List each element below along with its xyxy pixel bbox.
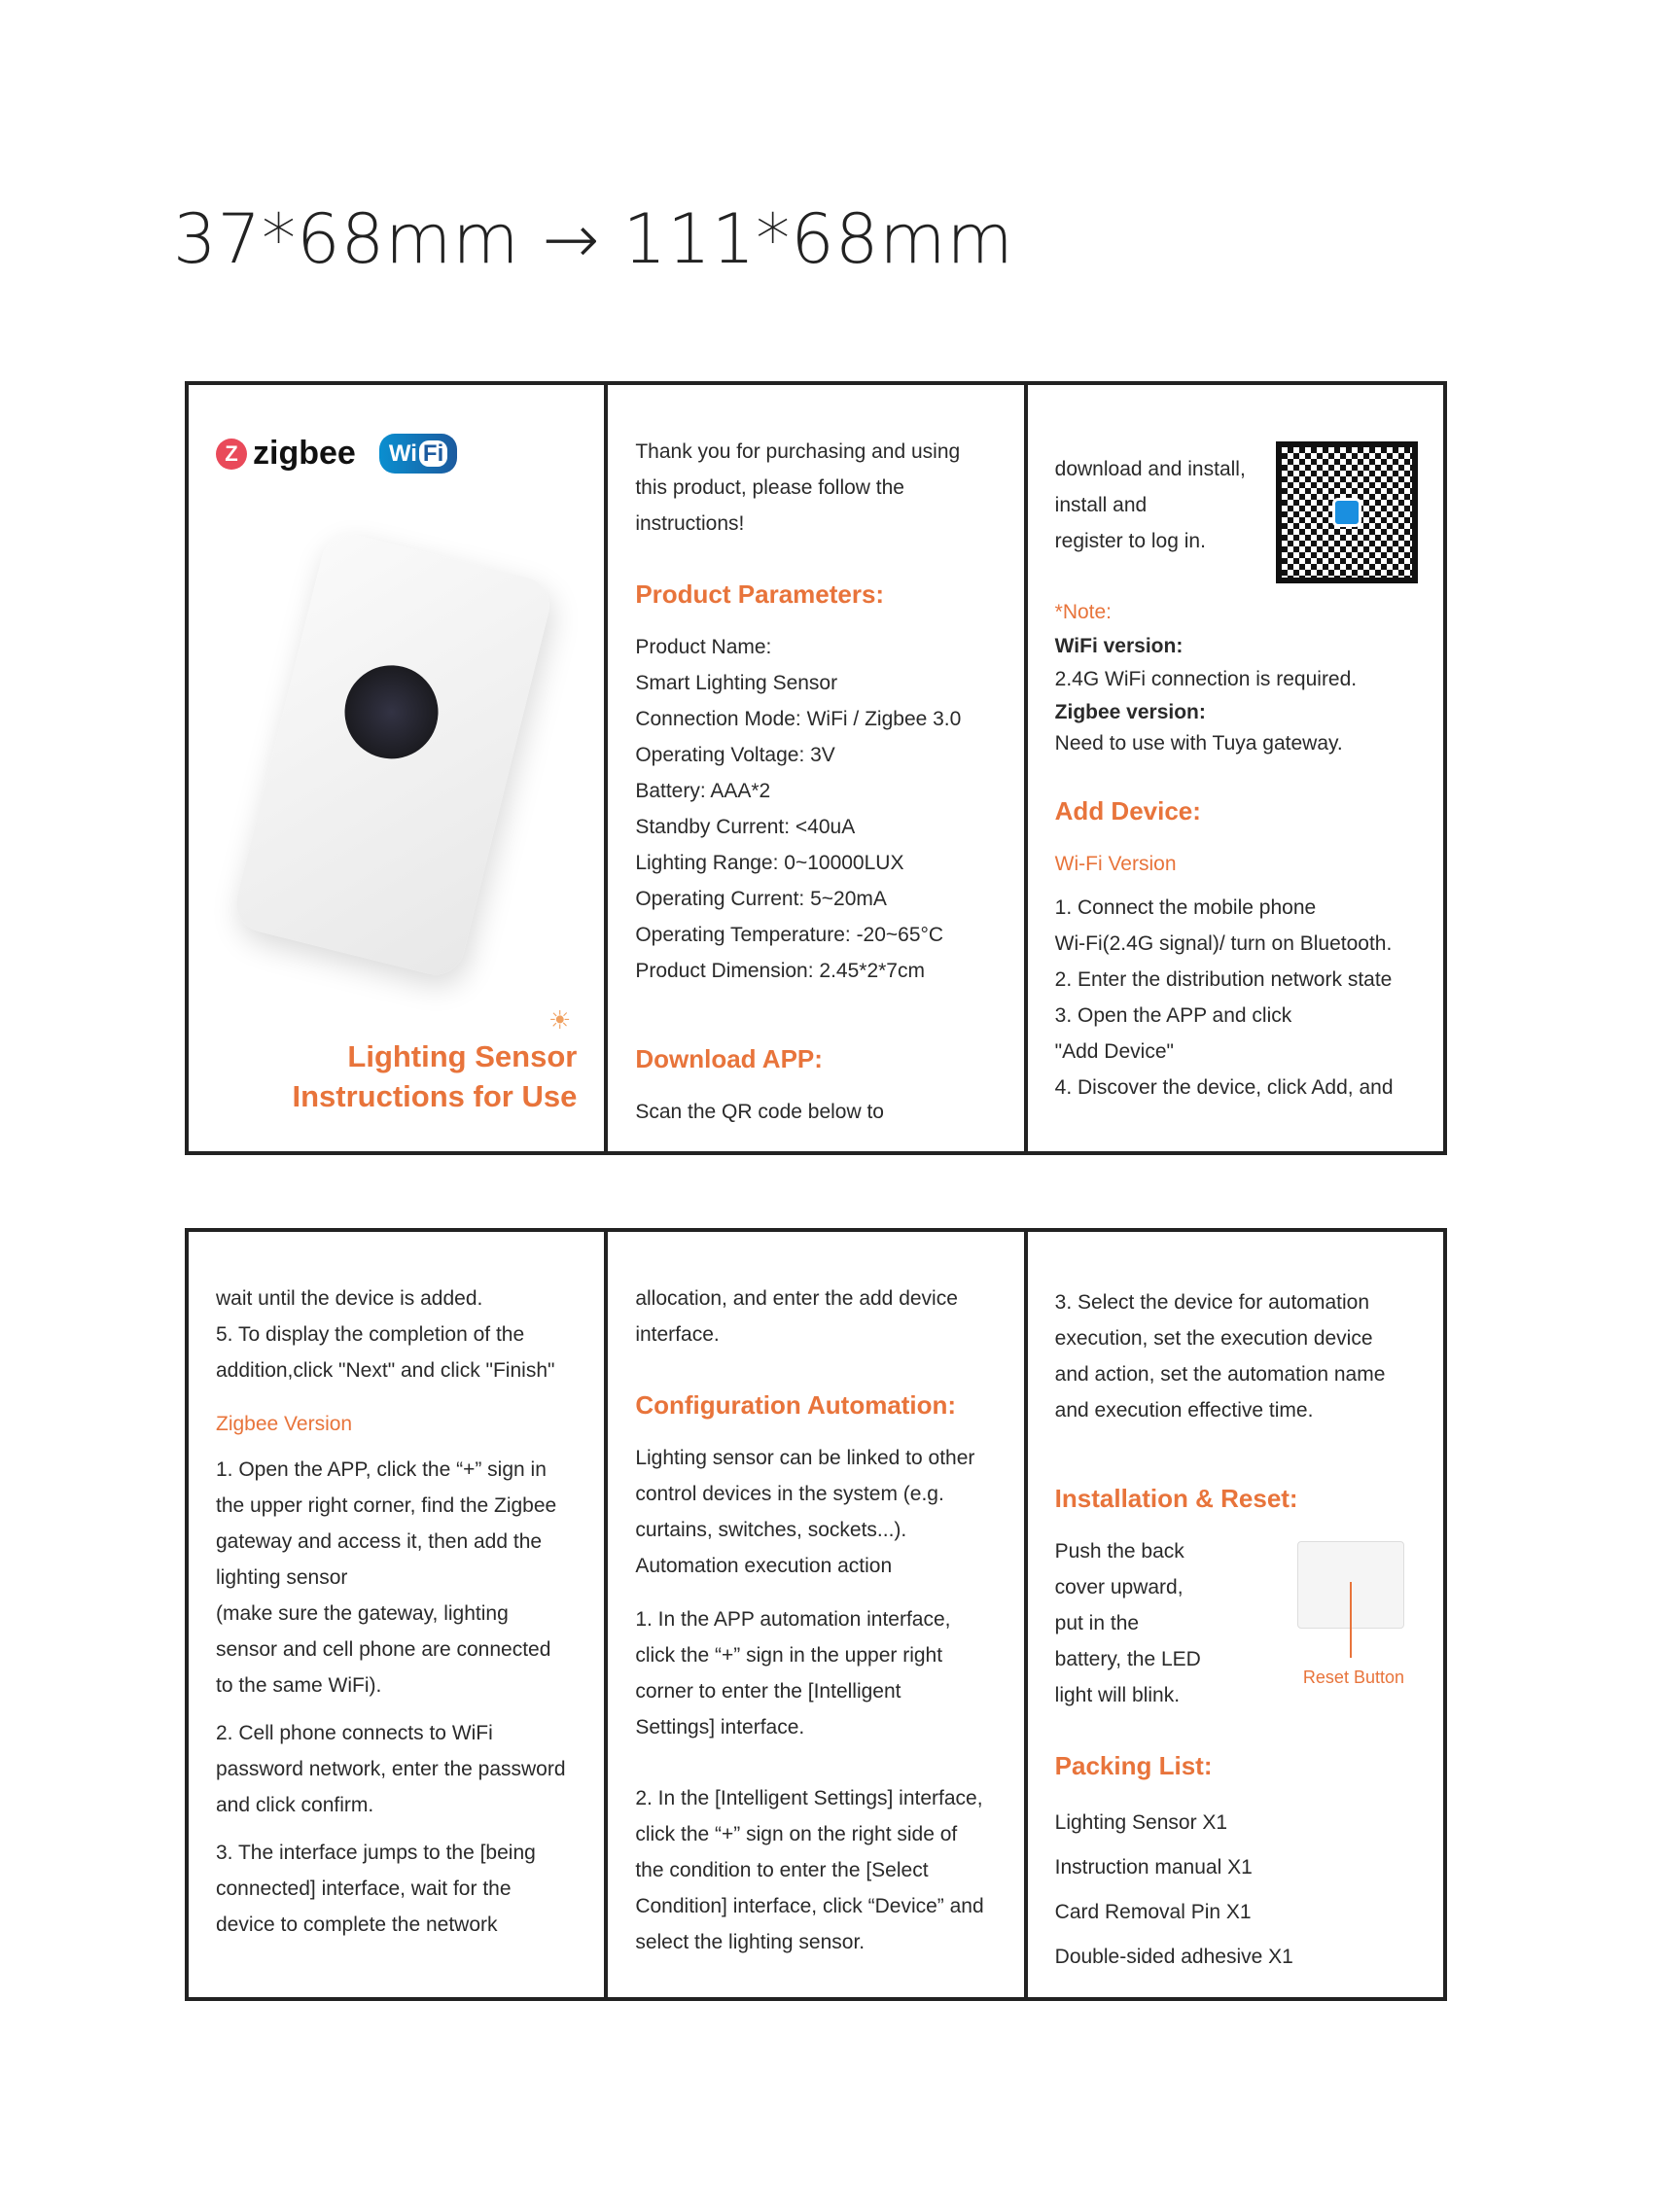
text-line: Lighting sensor can be linked to other xyxy=(635,1447,975,1469)
cover-title-1: Lighting Sensor xyxy=(347,1039,578,1073)
text-block xyxy=(1055,890,1416,1106)
text-block xyxy=(216,1281,577,1388)
product-image xyxy=(230,528,555,981)
text-line: install and xyxy=(1054,494,1148,516)
text-block xyxy=(216,1715,577,1823)
text-line: put in the xyxy=(1054,1612,1140,1634)
text-line: gateway and access it, then add the xyxy=(216,1530,543,1553)
add-device-panel xyxy=(1024,385,1443,1151)
zigbee-text: zigbee xyxy=(253,435,356,472)
text-line: 3. Select the device for automation xyxy=(1054,1291,1370,1314)
text-line: Smart Lighting Sensor xyxy=(635,672,838,694)
wifi-note: 2.4G WiFi connection is required. xyxy=(1054,668,1358,690)
text-line: lighting sensor xyxy=(216,1566,348,1589)
text-line: Double-sided adhesive X1 xyxy=(1054,1946,1293,1968)
text-line: register to log in. xyxy=(1054,530,1206,552)
zigbee-version-label: Zigbee version: xyxy=(1054,701,1206,723)
text-line: 2. Cell phone connects to WiFi xyxy=(216,1722,493,1744)
wifi-version-heading: Wi-Fi Version xyxy=(1054,853,1177,875)
text-line: (make sure the gateway, lighting xyxy=(216,1602,509,1625)
wifi-logo-b: Fi xyxy=(419,440,447,467)
text-block xyxy=(216,1452,577,1703)
text-block xyxy=(216,1835,577,1943)
text-line: Operating Voltage: 3V xyxy=(635,744,835,766)
heading-add-device: Add Device: xyxy=(1054,796,1201,825)
note-label: *Note: xyxy=(1054,601,1113,623)
panel-row-front xyxy=(185,381,1447,1155)
text-line: 3. The interface jumps to the [being xyxy=(216,1842,536,1864)
zigbee-note: Need to use with Tuya gateway. xyxy=(1054,732,1343,755)
text-block xyxy=(635,1281,996,1352)
text-line: 5. To display the completion of the xyxy=(216,1323,525,1346)
text-line: curtains, switches, sockets...). xyxy=(635,1519,907,1541)
text-line: Settings] interface. xyxy=(635,1716,805,1738)
text-block xyxy=(635,1780,996,1960)
zigbee-version-heading: Zigbee Version xyxy=(216,1413,353,1435)
text-line: and action, set the automation name xyxy=(1054,1363,1386,1386)
cover-panel xyxy=(189,385,604,1151)
logos xyxy=(216,434,457,474)
text-line: execution, set the execution device xyxy=(1054,1327,1373,1350)
heading-install: Installation & Reset: xyxy=(1054,1484,1298,1513)
text-line: Wi-Fi(2.4G signal)/ turn on Bluetooth. xyxy=(1054,932,1393,955)
text-line: Operating Temperature: -20~65°C xyxy=(635,924,944,946)
reset-button-label: Reset Button xyxy=(1302,1668,1404,1687)
wifi-logo xyxy=(379,434,457,474)
text-line: Push the back xyxy=(1054,1540,1184,1562)
text-line: Card Removal Pin X1 xyxy=(1054,1901,1252,1923)
text-line: 4. Discover the device, click Add, and xyxy=(1054,1076,1394,1099)
text-line: password network, enter the password xyxy=(216,1758,566,1780)
text-line: Product Dimension: 2.45*2*7cm xyxy=(635,960,925,982)
text-line: download and install, xyxy=(1054,458,1246,480)
sensor-lens xyxy=(335,655,447,768)
zigbee-icon: Z xyxy=(216,439,247,470)
app-icon xyxy=(1332,498,1361,527)
text-line: 1. In the APP automation interface, xyxy=(635,1608,951,1631)
text-line: light will blink. xyxy=(1054,1684,1181,1706)
text-line: connected] interface, wait for the xyxy=(216,1878,512,1900)
text-line: 2. In the [Intelligent Settings] interface, xyxy=(635,1787,983,1809)
text-line: 1. Connect the mobile phone xyxy=(1054,896,1317,919)
text-line: Standby Current: <40uA xyxy=(635,816,856,838)
text-line: addition,click "Next" and click "Finish" xyxy=(216,1359,555,1382)
text-line: control devices in the system (e.g. xyxy=(635,1483,944,1505)
automation-panel xyxy=(604,1232,1023,1997)
text-block xyxy=(1055,1801,1416,1980)
text-line: click the “+” sign on the right side of xyxy=(635,1823,958,1845)
text-line: Operating Current: 5~20mA xyxy=(635,888,887,910)
text-line: wait until the device is added. xyxy=(216,1287,483,1310)
heading-params: Product Parameters: xyxy=(635,579,885,609)
text-line: Connection Mode: WiFi / Zigbee 3.0 xyxy=(635,708,962,730)
wifi-version-label: WiFi version: xyxy=(1054,635,1184,657)
text-line: 3. Open the APP and click xyxy=(1054,1004,1292,1027)
text-line: Lighting Range: 0~10000LUX xyxy=(635,852,904,874)
zigbee-panel xyxy=(189,1232,604,1997)
text-line: Thank you for purchasing and using xyxy=(635,440,961,463)
text-line: sensor and cell phone are connected xyxy=(216,1638,551,1661)
text-line: and execution effective time. xyxy=(1054,1399,1314,1422)
cover-title xyxy=(293,1036,578,1116)
text-block xyxy=(635,434,996,542)
text-line: allocation, and enter the add device xyxy=(635,1287,958,1310)
install-panel xyxy=(1024,1232,1443,1997)
wifi-logo-a: Wi xyxy=(388,440,417,467)
text-line: 2. Enter the distribution network state xyxy=(1054,968,1393,991)
page-title: 37*68mm → 111*68mm xyxy=(173,199,1014,279)
qr-code xyxy=(1276,441,1418,583)
heading-packing: Packing List: xyxy=(1054,1751,1213,1780)
text-line: to the same WiFi). xyxy=(216,1674,382,1697)
download-text: Scan the QR code below to xyxy=(635,1101,884,1123)
text-line: "Add Device" xyxy=(1054,1040,1174,1063)
panel-row-back xyxy=(185,1228,1447,2001)
text-line: click the “+” sign in the upper right xyxy=(635,1644,943,1667)
text-line: Product Name: xyxy=(635,636,772,658)
text-line: instructions! xyxy=(635,512,745,535)
heading-download: Download APP: xyxy=(635,1044,823,1073)
text-line: interface. xyxy=(635,1323,720,1346)
text-block xyxy=(635,1440,996,1584)
text-line: battery, the LED xyxy=(1054,1648,1201,1670)
text-line: device to complete the network xyxy=(216,1914,498,1936)
text-line: corner to enter the [Intelligent xyxy=(635,1680,901,1703)
text-line: and click confirm. xyxy=(216,1794,374,1816)
text-line: Instruction manual X1 xyxy=(1054,1856,1253,1878)
text-line: Lighting Sensor X1 xyxy=(1054,1811,1228,1834)
text-line: cover upward, xyxy=(1054,1576,1184,1598)
text-line: Condition] interface, click “Device” and xyxy=(635,1895,984,1917)
params-panel xyxy=(604,385,1023,1151)
heading-automation: Configuration Automation: xyxy=(635,1390,957,1420)
text-line: this product, please follow the xyxy=(635,476,904,499)
sun-icon: ☀ xyxy=(548,1005,572,1035)
text-line: the condition to enter the [Select xyxy=(635,1859,929,1881)
text-block xyxy=(1055,1284,1416,1428)
text-line: the upper right corner, find the Zigbee xyxy=(216,1494,557,1517)
text-line: select the lighting sensor. xyxy=(635,1931,866,1953)
arrow-icon xyxy=(1350,1582,1352,1658)
text-line: Automation execution action xyxy=(635,1555,893,1577)
cover-title-2: Instructions for Use xyxy=(292,1079,578,1113)
text-block xyxy=(635,629,996,989)
text-block xyxy=(635,1601,996,1745)
text-line: Battery: AAA*2 xyxy=(635,780,771,802)
text-line: 1. Open the APP, click the “+” sign in xyxy=(216,1458,547,1481)
zigbee-logo xyxy=(216,436,356,472)
